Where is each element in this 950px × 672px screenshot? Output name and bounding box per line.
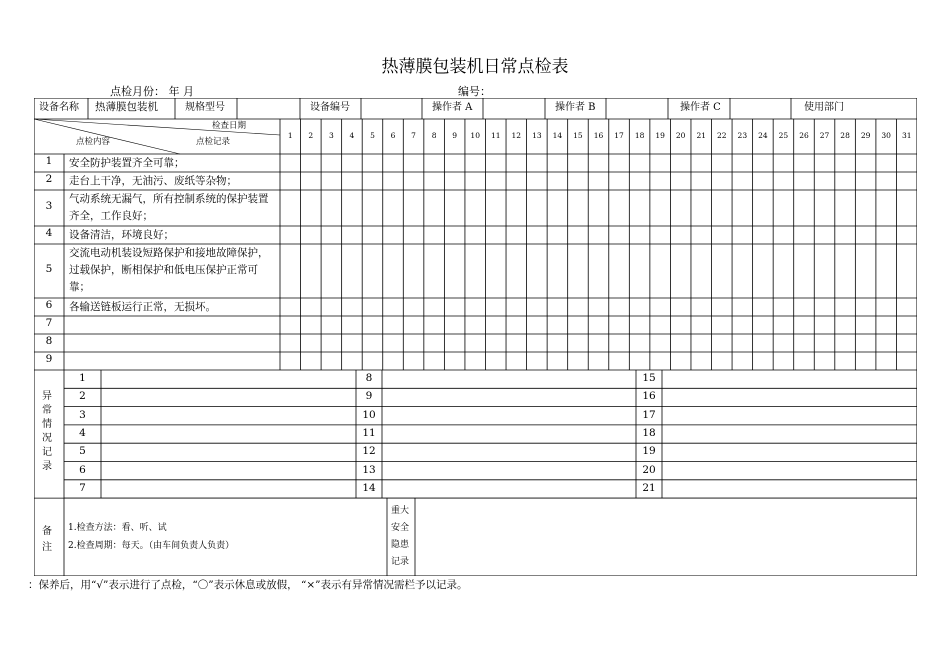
day-header-18: 18 bbox=[634, 131, 645, 140]
day-header-13: 13 bbox=[532, 131, 542, 140]
day-header-10: 10 bbox=[470, 131, 480, 140]
item-text-5: 交流电动机装设短路保护和接地故障保护，过载保护，断相保护和低电压保护正常可靠； bbox=[69, 247, 269, 293]
day-header-28: 28 bbox=[840, 131, 850, 140]
abnormal-number-17: 17 bbox=[642, 408, 656, 421]
day-header-17: 17 bbox=[614, 131, 624, 140]
day-header-15: 15 bbox=[573, 131, 583, 140]
department-label: 使用部门 bbox=[804, 102, 844, 113]
abnormal-number-13: 13 bbox=[362, 463, 376, 476]
check-content-header: 点检内容 bbox=[76, 137, 111, 147]
abnormal-number-15: 15 bbox=[642, 372, 656, 384]
footer-note: ：保养后，用“√”表示进行了点检，“〇”表示休息或放假， “×”表示有异常情况需栏予以记录。 bbox=[28, 579, 468, 591]
item-number-5: 5 bbox=[45, 263, 53, 275]
day-header-24: 24 bbox=[758, 131, 768, 140]
day-header-30: 30 bbox=[881, 131, 891, 140]
abnormal-number-11: 11 bbox=[362, 426, 376, 439]
operator-c-label: 操作者 C bbox=[680, 102, 721, 113]
equipment-name-value: 热薄膜包装机 bbox=[95, 101, 158, 113]
item-text-1: 安全防护装置齐全可靠； bbox=[69, 157, 185, 169]
day-header-29: 29 bbox=[860, 131, 871, 140]
remark-line-2: 2.检查周期：每天。（由车间负责人负责） bbox=[68, 541, 235, 551]
abnormal-number-18: 18 bbox=[642, 426, 656, 439]
abnormal-number-2: 2 bbox=[79, 390, 86, 403]
item-number-1: 1 bbox=[45, 155, 53, 167]
day-header-8: 8 bbox=[431, 131, 437, 140]
item-text-3: 气动系统无漏气，所有控制系统的保护装置齐全，工作良好； bbox=[69, 193, 269, 222]
operator-b-label: 操作者 B bbox=[555, 102, 596, 113]
major-hazard-text: 重大安全隐患记录 bbox=[390, 506, 409, 567]
day-header-14: 14 bbox=[552, 131, 563, 140]
day-header-21: 21 bbox=[696, 131, 706, 140]
item-number-4: 4 bbox=[45, 227, 53, 239]
day-header-7: 7 bbox=[411, 131, 416, 140]
check-record-header: 点检记录 bbox=[196, 137, 231, 147]
day-header-9: 9 bbox=[452, 131, 458, 140]
abnormal-number-8: 8 bbox=[365, 372, 373, 384]
abnormal-records-label bbox=[41, 390, 55, 474]
day-header-26: 26 bbox=[799, 131, 809, 140]
abnormal-number-12: 12 bbox=[362, 445, 376, 458]
day-header-20: 20 bbox=[675, 131, 686, 140]
item-text-4: 设备清洁，环境良好； bbox=[69, 229, 174, 241]
item-number-2: 2 bbox=[45, 173, 53, 185]
abnormal-records-text: 异常情况记录 bbox=[42, 391, 52, 472]
abnormal-number-20: 20 bbox=[642, 463, 656, 476]
item-text-6: 各输送链板运行正常，无损坏。 bbox=[69, 301, 216, 313]
day-header-6: 6 bbox=[390, 131, 396, 140]
abnormal-number-14: 14 bbox=[362, 481, 376, 494]
item-number-7: 7 bbox=[45, 317, 53, 329]
check-date-header: 检查日期 bbox=[212, 121, 247, 131]
abnormal-number-7: 7 bbox=[79, 481, 86, 494]
day-header-16: 16 bbox=[593, 131, 604, 140]
abnormal-number-6: 6 bbox=[79, 463, 86, 476]
abnormal-number-21: 21 bbox=[642, 481, 656, 494]
abnormal-number-3: 3 bbox=[79, 408, 86, 421]
remarks-text: 备注 bbox=[42, 526, 52, 553]
inspection-sheet bbox=[34, 98, 917, 576]
item-number-8: 8 bbox=[45, 335, 53, 347]
abnormal-number-5: 5 bbox=[79, 445, 86, 458]
day-header-25: 25 bbox=[778, 131, 789, 140]
day-header-11: 11 bbox=[490, 131, 501, 140]
abnormal-number-9: 9 bbox=[365, 390, 373, 403]
abnormal-number-16: 16 bbox=[642, 390, 656, 403]
day-header-12: 12 bbox=[511, 131, 522, 140]
item-number-6: 6 bbox=[45, 299, 53, 311]
page-title: 热薄膜包装机日常点检表 bbox=[381, 57, 569, 77]
day-header-27: 27 bbox=[819, 131, 830, 140]
item-text-2: 走台上干净，无油污、废纸等杂物； bbox=[69, 175, 237, 187]
day-header-4: 4 bbox=[349, 131, 355, 140]
day-header-23: 23 bbox=[737, 131, 748, 140]
item-number-9: 9 bbox=[45, 353, 53, 365]
abnormal-number-10: 10 bbox=[362, 408, 376, 421]
day-header-1: 1 bbox=[287, 131, 293, 140]
day-header-2: 2 bbox=[308, 131, 314, 140]
equipment-no-label: 设备编号 bbox=[310, 102, 350, 113]
day-header-5: 5 bbox=[370, 131, 375, 140]
remarks-label bbox=[41, 524, 55, 556]
operator-a-label: 操作者 A bbox=[432, 102, 473, 113]
number-label: 编号： bbox=[458, 85, 491, 98]
abnormal-number-4: 4 bbox=[79, 426, 86, 439]
abnormal-number-1: 1 bbox=[79, 372, 86, 384]
abnormal-number-19: 19 bbox=[642, 445, 656, 458]
inspection-month-label: 点检月份： 年 月 bbox=[110, 85, 194, 98]
remark-line-1: 1.检查方法：看、听、试 bbox=[68, 523, 167, 533]
day-header-19: 19 bbox=[655, 131, 665, 140]
day-header-22: 22 bbox=[717, 131, 727, 140]
item-number-3: 3 bbox=[45, 200, 53, 212]
major-hazard-label bbox=[387, 503, 413, 571]
day-header-31: 31 bbox=[901, 131, 912, 140]
model-label: 规格型号 bbox=[185, 102, 225, 113]
day-header-3: 3 bbox=[328, 131, 334, 140]
equipment-name-label: 设备名称 bbox=[39, 102, 79, 113]
